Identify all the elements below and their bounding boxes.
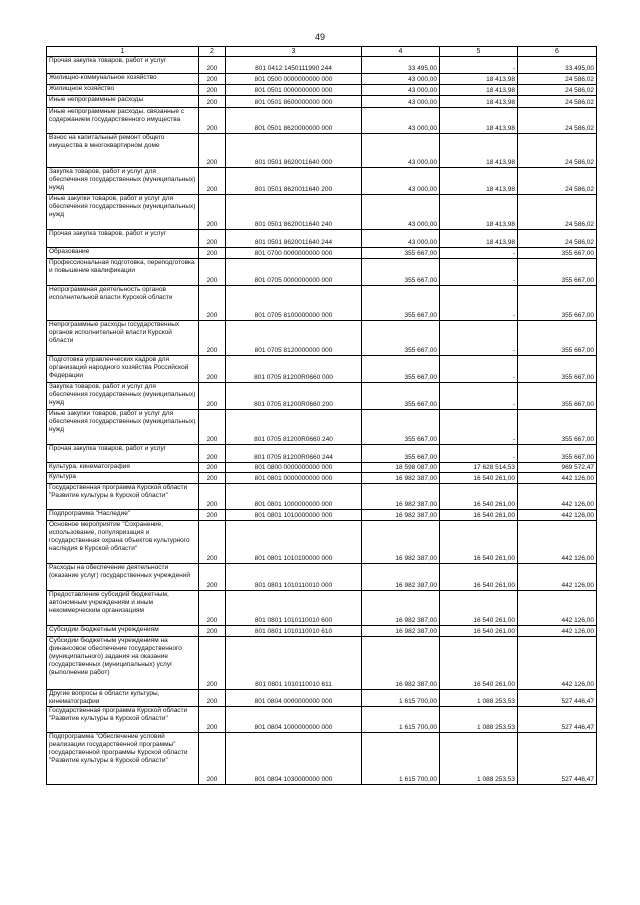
row-name-cell: Расходы на обеспечение деятельности (оказание услуг) государственных учреждений bbox=[47, 564, 199, 591]
row-col2-cell: 200 bbox=[199, 383, 226, 410]
row-col2-cell: 200 bbox=[199, 733, 226, 785]
row-code-cell: 801 0705 8100000000 000 bbox=[226, 286, 362, 321]
row-code-cell: 801 0705 81200R0660 240 bbox=[226, 410, 362, 445]
row-code-cell: 801 0501 8600000000 000 bbox=[226, 96, 362, 108]
row-name-cell: Основное мероприятие "Сохранение, использование, популяризация и государственная охрана объектов культурного наследия в Курской области" bbox=[47, 521, 199, 564]
row-value-col5: 16 540 261,00 bbox=[440, 626, 518, 637]
row-col2-cell: 200 bbox=[199, 510, 226, 521]
row-col2-cell: 200 bbox=[199, 637, 226, 690]
row-name-cell: Культура bbox=[47, 473, 199, 484]
row-value-col5: 16 540 261,00 bbox=[440, 637, 518, 690]
row-value-col5: - bbox=[440, 57, 518, 74]
table-row bbox=[47, 321, 597, 356]
table-row bbox=[47, 733, 597, 785]
row-value-col4: 355 667,00 bbox=[362, 445, 440, 463]
row-value-col6: 527 446,47 bbox=[518, 733, 597, 785]
row-value-col5: 17 628 514,53 bbox=[440, 463, 518, 473]
row-value-col4: 16 982 387,00 bbox=[362, 637, 440, 690]
row-code-cell: 801 0412 1450111990 244 bbox=[226, 57, 362, 74]
row-code-cell: 801 0501 8620011640 200 bbox=[226, 168, 362, 195]
row-col2-cell: 200 bbox=[199, 108, 226, 134]
row-name-cell: Государственная программа Курской области "Развитие культуры в Курской области" bbox=[47, 707, 199, 733]
row-col2-cell: 200 bbox=[199, 445, 226, 463]
row-value-col5: 18 413,98 bbox=[440, 230, 518, 248]
row-col2-cell: 200 bbox=[199, 195, 226, 230]
header-col-5: 5 bbox=[440, 47, 518, 57]
table-row bbox=[47, 445, 597, 463]
row-code-cell: 801 0804 1030000000 000 bbox=[226, 733, 362, 785]
row-name-cell: Прочая закупка товаров, работ и услуг bbox=[47, 445, 199, 463]
row-value-col5: - bbox=[440, 410, 518, 445]
row-name-cell: Профессиональная подготовка, переподготовка и повышение квалификации bbox=[47, 259, 199, 286]
table-row bbox=[47, 356, 597, 383]
row-code-cell: 801 0705 81200R0660 244 bbox=[226, 445, 362, 463]
table-row bbox=[47, 230, 597, 248]
page-number: 49 bbox=[314, 32, 325, 42]
row-value-col4: 43 000,00 bbox=[362, 230, 440, 248]
row-col2-cell: 200 bbox=[199, 410, 226, 445]
row-value-col4: 1 615 700,00 bbox=[362, 690, 440, 707]
row-name-cell: Прочая закупка товаров, работ и услуг bbox=[47, 230, 199, 248]
row-value-col4: 1 615 700,00 bbox=[362, 707, 440, 733]
row-code-cell: 801 0705 0000000000 000 bbox=[226, 259, 362, 286]
row-name-cell: Субсидии бюджетным учреждениям bbox=[47, 626, 199, 637]
row-col2-cell: 200 bbox=[199, 286, 226, 321]
row-value-col6: 442 126,00 bbox=[518, 626, 597, 637]
table-row bbox=[47, 57, 597, 74]
row-value-col5: 16 540 261,00 bbox=[440, 510, 518, 521]
row-col2-cell: 200 bbox=[199, 321, 226, 356]
row-code-cell: 801 0801 1010000000 000 bbox=[226, 510, 362, 521]
row-value-col4: 16 982 387,00 bbox=[362, 510, 440, 521]
row-name-cell: Подпрограмма "Наследие" bbox=[47, 510, 199, 521]
row-col2-cell: 200 bbox=[199, 690, 226, 707]
row-value-col5: - bbox=[440, 248, 518, 259]
row-col2-cell: 200 bbox=[199, 248, 226, 259]
row-col2-cell: 200 bbox=[199, 626, 226, 637]
row-code-cell: 801 0501 8620011640 244 bbox=[226, 230, 362, 248]
row-value-col4: 16 982 387,00 bbox=[362, 564, 440, 591]
table-row bbox=[47, 195, 597, 230]
row-code-cell: 801 0800 0000000000 000 bbox=[226, 463, 362, 473]
header-col-6: 6 bbox=[518, 47, 597, 57]
row-value-col6: 355 667,00 bbox=[518, 356, 597, 383]
row-col2-cell: 200 bbox=[199, 96, 226, 108]
row-code-cell: 801 0501 8620011640 240 bbox=[226, 195, 362, 230]
row-name-cell: Прочая закупка товаров, работ и услуг bbox=[47, 57, 199, 74]
row-name-cell: Непрограммные расходы государственных органов исполнительной власти Курской области bbox=[47, 321, 199, 356]
table-row bbox=[47, 626, 597, 637]
row-value-col5: 16 540 261,00 bbox=[440, 591, 518, 626]
row-value-col4: 33 495,00 bbox=[362, 57, 440, 74]
table-row bbox=[47, 484, 597, 510]
row-code-cell: 801 0804 1000000000 000 bbox=[226, 707, 362, 733]
table-row bbox=[47, 286, 597, 321]
row-value-col4: 16 982 387,00 bbox=[362, 473, 440, 484]
row-name-cell: Закупка товаров, работ и услуг для обеспечения государственных (муниципальных) нужд bbox=[47, 383, 199, 410]
table-row bbox=[47, 383, 597, 410]
table-header-row bbox=[47, 47, 597, 57]
row-value-col5: 16 540 261,00 bbox=[440, 473, 518, 484]
row-code-cell: 801 0705 81200R0660 200 bbox=[226, 383, 362, 410]
row-name-cell: Субсидии бюджетным учреждениям на финансовое обеспечение государственного (муниципального) задания на оказание государственных (муниципальных) услуг (выполнение работ) bbox=[47, 637, 199, 690]
row-code-cell: 801 0700 0000000000 000 bbox=[226, 248, 362, 259]
row-value-col5: 18 413,98 bbox=[440, 85, 518, 96]
row-value-col6: 355 667,00 bbox=[518, 259, 597, 286]
row-value-col5: - bbox=[440, 445, 518, 463]
table-row bbox=[47, 259, 597, 286]
row-name-cell: Иные непрограммные расходы, связанные с содержанием государственного имущества bbox=[47, 108, 199, 134]
row-value-col5: 16 540 261,00 bbox=[440, 484, 518, 510]
row-col2-cell: 200 bbox=[199, 521, 226, 564]
row-value-col5: 1 088 253,53 bbox=[440, 690, 518, 707]
row-col2-cell: 200 bbox=[199, 168, 226, 195]
row-name-cell: Непрограммная деятельность органов исполнительной власти Курской области bbox=[47, 286, 199, 321]
row-value-col5: - bbox=[440, 356, 518, 383]
row-value-col6: 33 495,00 bbox=[518, 57, 597, 74]
row-col2-cell: 200 bbox=[199, 356, 226, 383]
row-col2-cell: 200 bbox=[199, 463, 226, 473]
row-name-cell: Иные закупки товаров, работ и услуг для обеспечения государственных (муниципальных) нужд bbox=[47, 195, 199, 230]
row-col2-cell: 200 bbox=[199, 85, 226, 96]
row-value-col5: - bbox=[440, 383, 518, 410]
row-value-col4: 355 667,00 bbox=[362, 383, 440, 410]
row-value-col4: 43 000,00 bbox=[362, 108, 440, 134]
row-value-col5: - bbox=[440, 259, 518, 286]
row-value-col6: 24 586,02 bbox=[518, 195, 597, 230]
row-value-col6: 442 126,00 bbox=[518, 637, 597, 690]
row-value-col6: 355 667,00 bbox=[518, 321, 597, 356]
row-name-cell: Подпрограмма "Обеспечение условий реализации государственной программы" государственной программы Курской области "Развитие культуры в Курской области" bbox=[47, 733, 199, 785]
row-code-cell: 801 0705 81200R0660 000 bbox=[226, 356, 362, 383]
row-name-cell: Предоставление субсидий бюджетным, автономным учреждениям и иным некоммерческим организациям bbox=[47, 591, 199, 626]
row-value-col6: 442 126,00 bbox=[518, 591, 597, 626]
row-code-cell: 801 0804 0000000000 000 bbox=[226, 690, 362, 707]
row-name-cell: Жилищно-коммунальное хозяйство bbox=[47, 74, 199, 85]
row-value-col6: 24 586,02 bbox=[518, 85, 597, 96]
row-col2-cell: 200 bbox=[199, 473, 226, 484]
row-col2-cell: 200 bbox=[199, 134, 226, 168]
row-name-cell: Иные непрограммные расходы bbox=[47, 96, 199, 108]
row-value-col4: 16 982 387,00 bbox=[362, 484, 440, 510]
table-row bbox=[47, 591, 597, 626]
row-value-col4: 43 000,00 bbox=[362, 195, 440, 230]
row-code-cell: 801 0801 1010100000 000 bbox=[226, 521, 362, 564]
row-value-col4: 43 000,00 bbox=[362, 96, 440, 108]
row-code-cell: 801 0801 1010110010 600 bbox=[226, 591, 362, 626]
row-value-col6: 355 667,00 bbox=[518, 286, 597, 321]
row-code-cell: 801 0705 8120000000 000 bbox=[226, 321, 362, 356]
row-value-col6: 24 586,02 bbox=[518, 134, 597, 168]
table-row bbox=[47, 521, 597, 564]
row-value-col4: 355 667,00 bbox=[362, 356, 440, 383]
row-value-col5: 18 413,98 bbox=[440, 96, 518, 108]
row-code-cell: 801 0500 0000000000 000 bbox=[226, 74, 362, 85]
table-row bbox=[47, 564, 597, 591]
row-value-col6: 442 126,00 bbox=[518, 473, 597, 484]
row-value-col6: 24 586,02 bbox=[518, 96, 597, 108]
table-row bbox=[47, 690, 597, 707]
row-name-cell: Закупка товаров, работ и услуг для обеспечения государственных (муниципальных) нужд bbox=[47, 168, 199, 195]
row-value-col4: 16 982 387,00 bbox=[362, 591, 440, 626]
row-value-col4: 16 982 387,00 bbox=[362, 626, 440, 637]
row-value-col4: 43 000,00 bbox=[362, 134, 440, 168]
row-value-col4: 43 000,00 bbox=[362, 168, 440, 195]
row-col2-cell: 200 bbox=[199, 564, 226, 591]
row-value-col5: 18 413,98 bbox=[440, 195, 518, 230]
row-col2-cell: 200 bbox=[199, 484, 226, 510]
row-value-col5: 16 540 261,00 bbox=[440, 521, 518, 564]
row-value-col4: 355 667,00 bbox=[362, 248, 440, 259]
table-row bbox=[47, 168, 597, 195]
row-name-cell: Образование bbox=[47, 248, 199, 259]
row-code-cell: 801 0501 8620011640 000 bbox=[226, 134, 362, 168]
row-name-cell: Жилищное хозяйство bbox=[47, 85, 199, 96]
row-value-col5: 1 088 253,53 bbox=[440, 733, 518, 785]
row-value-col6: 355 667,00 bbox=[518, 248, 597, 259]
row-col2-cell: 200 bbox=[199, 74, 226, 85]
row-value-col6: 969 572,47 bbox=[518, 463, 597, 473]
row-value-col4: 43 000,00 bbox=[362, 85, 440, 96]
row-col2-cell: 200 bbox=[199, 57, 226, 74]
row-value-col6: 527 446,47 bbox=[518, 690, 597, 707]
table-row bbox=[47, 410, 597, 445]
row-value-col6: 24 586,02 bbox=[518, 108, 597, 134]
table-row bbox=[47, 108, 597, 134]
row-name-cell: Государственная программа Курской области "Развитие культуры в Курской области" bbox=[47, 484, 199, 510]
row-name-cell: Подготовка управленческих кадров для организаций народного хозяйства Российской Федерации bbox=[47, 356, 199, 383]
header-col-2: 2 bbox=[199, 47, 226, 57]
row-value-col6: 442 126,00 bbox=[518, 521, 597, 564]
header-col-4: 4 bbox=[362, 47, 440, 57]
row-value-col4: 43 000,00 bbox=[362, 74, 440, 85]
row-code-cell: 801 0801 1010110010 610 bbox=[226, 626, 362, 637]
row-name-cell: Другие вопросы в области культуры, кинематографии bbox=[47, 690, 199, 707]
table-row bbox=[47, 637, 597, 690]
table-row bbox=[47, 85, 597, 96]
row-value-col4: 355 667,00 bbox=[362, 410, 440, 445]
row-col2-cell: 200 bbox=[199, 259, 226, 286]
row-value-col5: - bbox=[440, 321, 518, 356]
table-row bbox=[47, 707, 597, 733]
row-value-col6: 355 667,00 bbox=[518, 383, 597, 410]
row-value-col6: 527 446,47 bbox=[518, 707, 597, 733]
row-value-col6: 442 126,00 bbox=[518, 510, 597, 521]
row-value-col4: 355 667,00 bbox=[362, 259, 440, 286]
budget-table bbox=[46, 46, 597, 785]
header-col-3: 3 bbox=[226, 47, 362, 57]
row-col2-cell: 200 bbox=[199, 591, 226, 626]
row-value-col4: 1 615 700,00 bbox=[362, 733, 440, 785]
row-code-cell: 801 0801 0000000000 000 bbox=[226, 473, 362, 484]
row-value-col5: 16 540 261,00 bbox=[440, 564, 518, 591]
table-row bbox=[47, 248, 597, 259]
row-value-col5: 1 088 253,53 bbox=[440, 707, 518, 733]
row-code-cell: 801 0501 0000000000 000 bbox=[226, 85, 362, 96]
table-row bbox=[47, 510, 597, 521]
row-value-col5: 18 413,98 bbox=[440, 74, 518, 85]
row-code-cell: 801 0801 1010110010 000 bbox=[226, 564, 362, 591]
row-value-col6: 355 667,00 bbox=[518, 445, 597, 463]
row-value-col6: 355 667,00 bbox=[518, 410, 597, 445]
row-value-col6: 24 586,02 bbox=[518, 74, 597, 85]
row-value-col4: 355 667,00 bbox=[362, 321, 440, 356]
row-value-col6: 442 126,00 bbox=[518, 564, 597, 591]
row-code-cell: 801 0801 1000000000 000 bbox=[226, 484, 362, 510]
row-value-col4: 355 667,00 bbox=[362, 286, 440, 321]
row-value-col6: 24 586,02 bbox=[518, 230, 597, 248]
row-code-cell: 801 0801 1010110010 611 bbox=[226, 637, 362, 690]
row-value-col6: 24 586,02 bbox=[518, 168, 597, 195]
row-value-col6: 442 126,00 bbox=[518, 484, 597, 510]
row-name-cell: Иные закупки товаров, работ и услуг для обеспечения государственных (муниципальных) нужд bbox=[47, 410, 199, 445]
table-row bbox=[47, 74, 597, 85]
row-col2-cell: 200 bbox=[199, 230, 226, 248]
row-value-col5: 18 413,98 bbox=[440, 168, 518, 195]
row-value-col4: 16 982 387,00 bbox=[362, 521, 440, 564]
table-row bbox=[47, 463, 597, 473]
row-name-cell: Взнос на капитальный ремонт общего имущества в многоквартирном доме bbox=[47, 134, 199, 168]
table-row bbox=[47, 473, 597, 484]
row-code-cell: 801 0501 8620000000 000 bbox=[226, 108, 362, 134]
row-value-col5: 18 413,98 bbox=[440, 108, 518, 134]
row-name-cell: Культура, кинематография bbox=[47, 463, 199, 473]
row-value-col5: - bbox=[440, 286, 518, 321]
table-row bbox=[47, 96, 597, 108]
header-col-1: 1 bbox=[47, 47, 199, 57]
table-row bbox=[47, 134, 597, 168]
row-value-col5: 18 413,98 bbox=[440, 134, 518, 168]
row-col2-cell: 200 bbox=[199, 707, 226, 733]
row-value-col4: 18 598 087,00 bbox=[362, 463, 440, 473]
